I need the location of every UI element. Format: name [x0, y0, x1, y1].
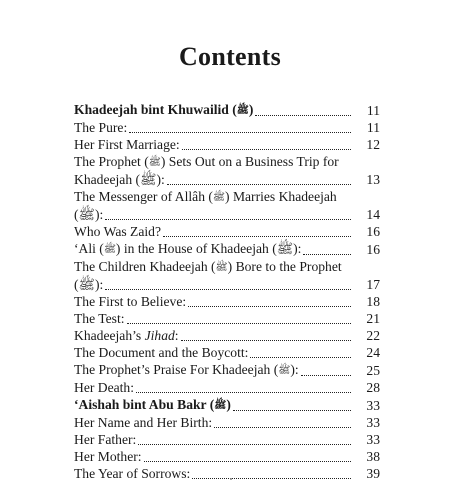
- toc-entry: [74, 431, 380, 448]
- page-title: Contents: [178, 42, 282, 71]
- toc-entry-text-line2: Khadeejah (ﷺ):: [74, 172, 165, 187]
- toc-entry-italic: Jihad: [144, 328, 175, 343]
- toc-page-number: 18: [366, 294, 380, 309]
- dot-leader: [303, 244, 351, 255]
- toc-entry: [74, 344, 380, 361]
- dot-leader: [181, 330, 351, 341]
- honorific-glyph: ﷺ: [236, 105, 249, 116]
- toc-page-number: 39: [366, 466, 380, 481]
- toc-entry: [74, 153, 380, 188]
- toc-entry: [74, 119, 380, 136]
- toc-entry-text: The Prophet (: [74, 154, 149, 169]
- toc-entry-title: [74, 258, 380, 276]
- dot-leader: [105, 279, 351, 290]
- toc-entry-title: [74, 431, 136, 448]
- dot-leader: [144, 451, 351, 462]
- toc-page-number: 25: [366, 363, 380, 378]
- toc-page-number: 11: [366, 120, 380, 135]
- dot-leader: [138, 434, 351, 445]
- toc-entry-text: The First to Believe:: [74, 294, 187, 309]
- toc-page-number: 33: [366, 398, 380, 413]
- toc-entry-title: [74, 223, 161, 240]
- toc-entry-text: The Prophet’s Praise For Khadeejah (: [74, 362, 279, 377]
- toc-page-number: 11: [366, 103, 380, 118]
- toc-entry: [74, 258, 380, 293]
- toc-entry-text: The Children Khadeejah (: [74, 259, 216, 274]
- toc-entry-text: The Document and the Boycott:: [74, 345, 249, 360]
- dot-leader: [233, 400, 351, 411]
- toc-page-number: 14: [366, 207, 380, 222]
- toc-page-number: 16: [366, 224, 380, 239]
- dot-leader: [188, 296, 351, 307]
- toc-entry-text: The Messenger of Allâh (: [74, 189, 213, 204]
- dot-leader: [182, 139, 351, 150]
- dot-leader: [192, 468, 351, 479]
- toc-entry: [74, 240, 380, 258]
- toc-entry-text-end: ):: [290, 362, 299, 377]
- toc-entry-title: [74, 396, 231, 414]
- honorific-glyph: ﷺ: [148, 157, 161, 168]
- toc-entry-text: Her Death:: [74, 380, 135, 395]
- toc-entry: [74, 396, 380, 414]
- toc-entry-title: [74, 361, 299, 379]
- toc-entry-title: [74, 101, 253, 119]
- toc-entry-text: Her Name and Her Birth:: [74, 415, 213, 430]
- toc-entry-text: Khadeejah bint Khuwailid (: [74, 102, 237, 117]
- toc-entry-text: ‘Aishah bint Abu Bakr (: [74, 397, 215, 412]
- dot-leader: [301, 365, 351, 376]
- dot-leader: [167, 174, 351, 185]
- toc-entry-text-end: ) Marries Khadeejah: [225, 189, 337, 204]
- toc-page-number: 17: [366, 277, 380, 292]
- toc-entry-text: ‘Ali (: [74, 241, 104, 256]
- dot-leader: [250, 347, 351, 358]
- toc-entry-title: [74, 119, 127, 136]
- toc-entry-title: [74, 465, 190, 482]
- toc-entry-title: [74, 414, 212, 431]
- toc-entry-title: [74, 293, 186, 310]
- toc-page-number: 16: [366, 242, 380, 257]
- toc-entry-title: [74, 310, 125, 327]
- toc-entry-text: Her First Marriage:: [74, 137, 180, 152]
- toc-entry-title: [74, 153, 380, 171]
- toc-page-number: 38: [366, 449, 380, 464]
- toc-entry: [74, 379, 380, 396]
- toc-entry-continuation: [74, 171, 380, 188]
- toc-entry-text-end: ): [248, 102, 254, 117]
- honorific-glyph: ﷺ: [278, 365, 291, 376]
- toc-entry-text: The Test:: [74, 311, 125, 326]
- toc-entry-text: Her Mother:: [74, 449, 142, 464]
- toc-entry: [74, 136, 380, 153]
- toc-entry-title: [74, 344, 248, 361]
- toc-page-number: 33: [366, 432, 380, 447]
- toc-entry: [74, 465, 380, 482]
- toc-entry-text-end: ) Sets Out on a Business Trip for: [160, 154, 339, 169]
- toc-entry: [74, 448, 380, 465]
- toc-entry: [74, 327, 380, 344]
- dot-leader: [105, 209, 351, 220]
- dot-leader: [214, 417, 351, 428]
- toc-entry-continuation: [74, 206, 380, 223]
- honorific-glyph: ﷺ: [214, 400, 227, 411]
- toc-entry-text-end: ): [226, 397, 231, 412]
- toc-entry: [74, 101, 380, 119]
- dot-leader: [163, 226, 351, 237]
- toc-entry-text-line2: (ﷺ):: [74, 207, 104, 222]
- toc-entry-title: [74, 448, 142, 465]
- toc-entry-text: Khadeejah’s: [74, 328, 145, 343]
- toc-entry-text: The Pure:: [74, 120, 128, 135]
- toc-entry: [74, 310, 380, 327]
- toc-entry-title: [74, 379, 134, 396]
- toc-entry-text-end: :: [174, 328, 179, 343]
- honorific-glyph: ﷺ: [212, 192, 226, 203]
- toc-entry-text-line2: (ﷺ):: [74, 277, 104, 292]
- paper-speck: [230, 478, 232, 480]
- toc-entry-continuation: [74, 276, 380, 293]
- toc-entry: [74, 414, 380, 431]
- toc-entry-text-end: ) Bore to the Prophet: [227, 259, 342, 274]
- honorific-glyph: ﷺ: [103, 244, 116, 255]
- toc-entry-text: The Year of Sorrows:: [74, 466, 191, 481]
- honorific-glyph: ﷺ: [215, 262, 228, 273]
- toc-page-number: 13: [366, 172, 380, 187]
- toc-entry-text: Who Was Zaid?: [74, 224, 161, 239]
- toc-page-number: 22: [366, 328, 380, 343]
- toc-page-number: 12: [366, 137, 380, 152]
- toc-page-number: 28: [366, 380, 380, 395]
- dot-leader: [136, 382, 351, 393]
- table-of-contents: [74, 101, 380, 482]
- toc-page-number: 24: [366, 345, 380, 360]
- toc-entry: [74, 293, 380, 310]
- toc-entry-title: [74, 136, 180, 153]
- dot-leader: [127, 313, 351, 324]
- toc-entry: [74, 223, 380, 240]
- toc-entry: [74, 361, 380, 379]
- toc-entry: [74, 188, 380, 223]
- dot-leader: [129, 122, 351, 133]
- dot-leader: [255, 105, 351, 116]
- toc-entry-title: [74, 188, 380, 206]
- toc-page-number: 33: [366, 415, 380, 430]
- toc-page-number: 21: [366, 311, 380, 326]
- toc-entry-title: [74, 327, 179, 344]
- toc-entry-title: [74, 240, 301, 258]
- toc-entry-text-end: ) in the House of Khadeejah (ﷺ):: [115, 241, 302, 256]
- toc-entry-text: Her Father:: [74, 432, 137, 447]
